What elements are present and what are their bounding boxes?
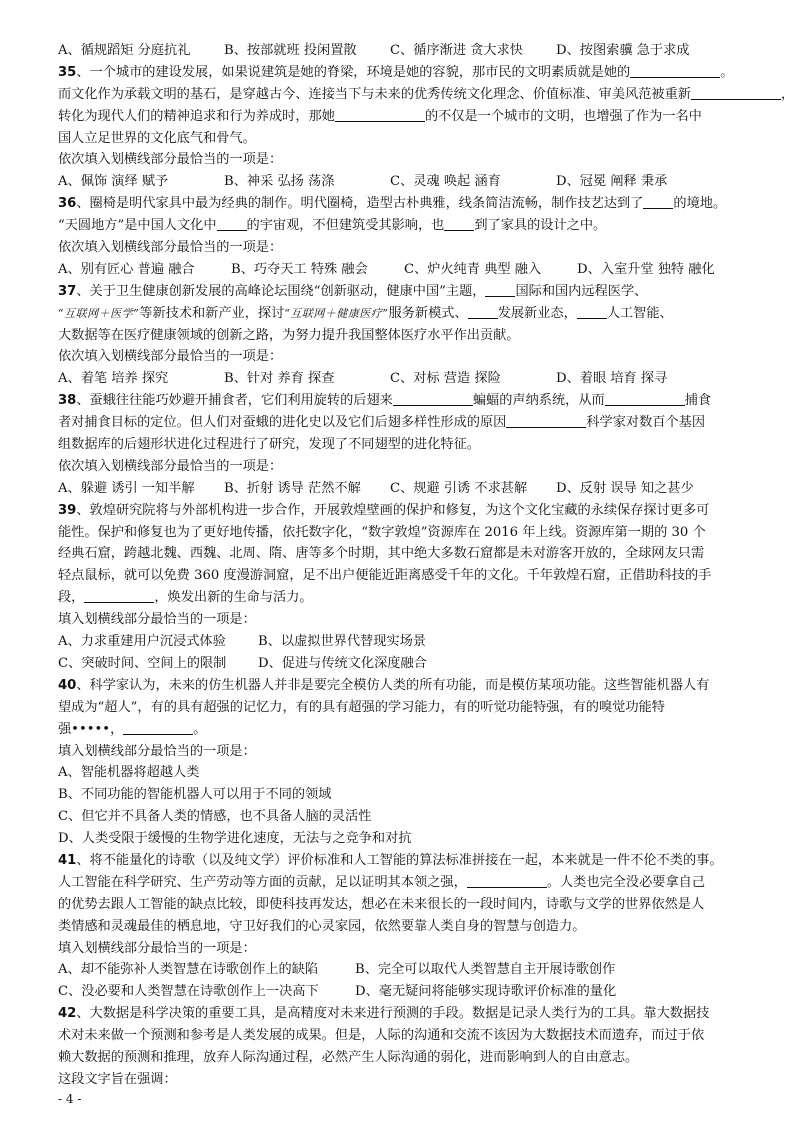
blank <box>335 107 425 122</box>
question-number: 37 <box>58 283 77 299</box>
q37-option-c: C、对标 营造 探险 <box>390 371 501 387</box>
q38-option-d: D、反射 误导 知之甚少 <box>556 480 694 496</box>
q39-line-5: 段， ，焕发出新的生命与活力。 <box>58 590 313 606</box>
q42-prompt: 这段文字旨在强调： <box>58 1071 177 1087</box>
blank <box>577 304 607 319</box>
q38-option-b: B、折射 诱导 茫然不解 <box>224 480 361 496</box>
q34-option-c: C、循序渐进 贪大求快 <box>390 43 523 58</box>
q35-options <box>58 171 748 193</box>
q41-prompt: 填入划横线部分最恰当的一项是： <box>58 940 256 956</box>
q34-option-a: A、循规蹈矩 分庭抗礼 <box>58 43 191 58</box>
blank <box>691 85 781 100</box>
q37-line-2: “互联网＋医学”等新技术和新产业，探讨“互联网＋健康医疗”服务新模式、 发展新业态， 人工智能、 <box>58 305 673 321</box>
q41-line-3: 的优势去跟人工智能的缺点比较，即使科技再发达，想必在未来很长的一段时间内，诗歌与文学的世界依然是人 <box>58 896 705 912</box>
blank <box>630 63 720 78</box>
q41-option-a: A、却不能弥补人类智慧在诗歌创作上的缺陷 <box>58 962 319 978</box>
q39-line-4: 轻点鼠标，就可以免费 360 度漫游洞窟，足不出户便能近距离感受千年的文化。千年敦煌石窟，正借助科技的手 <box>58 568 712 584</box>
q35-line-3: 转化为现代人们的精神追求和行为养成时，那她 的不仅是一个城市的文明，也增强了作为一名中 <box>58 108 702 124</box>
page-number: - 4 - <box>58 1092 82 1106</box>
q36-options <box>58 259 748 281</box>
q37-prompt: 依次填入划横线部分最恰当的一项是： <box>58 349 283 365</box>
q38-option-a: A、躲避 诱引 一知半解 <box>58 480 195 496</box>
q37-line-3: 大数据等在医疗健康领域的创新之路，为努力提升我国整体医疗水平作出贡献。 <box>58 327 520 343</box>
q35-prompt: 依次填入划横线部分最恰当的一项是： <box>58 152 283 168</box>
q41-line-1: 41、将不能量化的诗歌（以及纯文学）评价标准和人工智能的算法标准拼接在一起，本来就是一件不伦不类的事。 <box>58 852 723 868</box>
question-number: 40 <box>58 677 77 693</box>
q34-options <box>58 40 748 62</box>
q42-line-2: 术对未来做一个预测和参考是人类发展的成果。但是，人际的沟通和交流不该因为大数据技术而遗弃，而过于依 <box>58 1028 705 1044</box>
q39-line-2: 能性。保护和修复也为了更好地传播，依托数字化，“数字敦煌”资源库在 2016 年上线。资源库第一期的 30 个 <box>58 524 706 540</box>
q37-option-b: B、针对 养育 探查 <box>224 371 335 387</box>
q40-line-2: 望成为“超人”，有的具有超强的记忆力，有的具有超强的学习能力，有的听觉功能特强，有的嗅觉功能特 <box>58 699 665 715</box>
q41-option-d: D、毫无疑问将能够实现诗歌评价标准的量化 <box>355 984 617 1000</box>
q39-line-1: 39、敦煌研究院将与外部机构进一步合作，开展敦煌壁画的保护和修复，为这个文化宝藏的永续保存探讨更多可 <box>58 502 710 518</box>
blank <box>485 282 515 297</box>
blank <box>643 194 673 209</box>
q41-options-row-1 <box>58 959 748 981</box>
q35-line-1: 35、一个城市的建设发展，如果说建筑是她的脊梁，环境是她的容貌，那市民的文明素质就是她的 。 <box>58 64 734 80</box>
q37-options <box>58 368 748 390</box>
q41-options-row-2 <box>58 981 748 1003</box>
question-number: 36 <box>58 196 77 212</box>
q36-option-d: D、入室升堂 独特 融化 <box>577 261 715 277</box>
blank <box>467 873 547 888</box>
blank <box>123 720 193 735</box>
question-number: 42 <box>58 1006 77 1022</box>
q41-line-2: 人工智能在科学研究、生产劳动等方面的贡献，足以证明其本领之强， 。人类也完全没必要拿自己 <box>58 874 706 890</box>
q41-option-b: B、完全可以取代人类智慧自主开展诗歌创作 <box>355 962 616 978</box>
q34-option-b: B、按部就班 投闲置散 <box>224 43 357 58</box>
q35-line-4: 国人立足世界的文化底气和骨气。 <box>58 130 256 146</box>
exam-page <box>58 40 794 1091</box>
q39-option-a: A、力求重建用户沉浸式体验 <box>58 634 226 650</box>
q35-line-2: 而文化作为承载文明的基石，是穿越古今、连接当下与未来的优秀传统文化理念、价值标准、审美风范被重新 ， <box>58 86 794 102</box>
q37-option-d: D、着眼 培育 探寻 <box>556 371 668 387</box>
question-number: 38 <box>58 393 77 409</box>
blank <box>605 391 685 406</box>
q38-option-c: C、规避 引诱 不求甚解 <box>390 480 528 496</box>
q38-options <box>58 478 748 500</box>
q36-option-a: A、别有匠心 普遍 融合 <box>58 261 195 277</box>
q39-option-d: D、促进与传统文化深度融合 <box>258 655 427 671</box>
q35-option-d: D、冠冕 阐释 秉承 <box>556 174 668 190</box>
q39-options-row-1 <box>58 631 748 653</box>
q39-option-b: B、以虚拟世界代替现实场景 <box>258 634 426 650</box>
q42-line-3: 赖大数据的预测和推理，放弃人际沟通过程，必然产生人际沟通的弱化，进而影响到人的自由意志。 <box>58 1049 639 1065</box>
q35-option-b: B、神采 弘扬 荡涤 <box>224 174 335 190</box>
q39-options-row-2 <box>58 653 748 675</box>
blank <box>84 588 154 603</box>
question-number: 39 <box>58 502 77 518</box>
blank <box>217 216 247 231</box>
q36-option-b: B、巧夺天工 特殊 融会 <box>231 261 368 277</box>
q40-option-d: D、人类受限于缓慢的生物学进化速度，无法与之竞争和对抗 <box>58 831 412 847</box>
blank <box>444 216 474 231</box>
q40-prompt: 填入划横线部分最恰当的一项是： <box>58 743 256 759</box>
question-number: 35 <box>58 64 77 80</box>
q38-line-1: 38、蚕蛾往往能巧妙避开捕食者，它们利用旋转的后翅来 蝙蝠的声纳系统，从而 捕食 <box>58 393 712 409</box>
q40-option-b: B、不同功能的智能机器人可以用于不同的领域 <box>58 787 332 803</box>
q40-option-c: C、但它并不具备人类的情感，也不具备人脑的灵活性 <box>58 809 372 825</box>
q39-prompt: 填入划横线部分最恰当的一项是： <box>58 612 256 628</box>
q36-line-1: 36、圈椅是明代家具中最为经典的制作。明代圈椅，造型古朴典雅，线条简洁流畅，制作技艺达到了 的境地。 <box>58 196 727 212</box>
q36-line-2: “天圆地方”是中国人文化中 的宇宙观，不但建筑受其影响，也 到了家具的设计之中。 <box>58 218 607 234</box>
blank <box>506 413 586 428</box>
q37-option-a: A、着笔 培养 探究 <box>58 371 169 387</box>
blank <box>393 391 473 406</box>
q40-option-a: A、智能机器将超越人类 <box>58 765 200 781</box>
q39-option-c: C、突破时间、空间上的限制 <box>58 655 227 671</box>
q40-line-3: 强•••••， 。 <box>58 721 207 737</box>
q42-line-1: 42、大数据是科学决策的重要工具，是高精度对未来进行预测的手段。数据是记录人类行为的工具。靠大数据技 <box>58 1006 710 1022</box>
blank <box>468 304 498 319</box>
q38-line-2: 者对捕食目标的定位。但人们对蚕蛾的进化史以及它们后翅多样性形成的原因 科学家对数百个基因 <box>58 415 706 431</box>
q35-option-a: A、佩饰 演绎 赋予 <box>58 174 169 190</box>
q41-line-4: 类情感和灵魂最佳的栖息地，守卫好我们的心灵家园，依然要靠人类自身的智慧与创造力。 <box>58 918 586 934</box>
q37-line-1: 37、关于卫生健康创新发展的高峰论坛围绕“创新驱动，健康中国”主题， 国际和国内远程医学、 <box>58 283 648 299</box>
q36-option-c: C、炉火纯青 典型 融入 <box>404 261 542 277</box>
q38-prompt: 依次填入划横线部分最恰当的一项是： <box>58 458 283 474</box>
question-number: 41 <box>58 852 77 868</box>
q34-option-d: D、按图索骥 急于求成 <box>556 43 690 58</box>
q35-option-c: C、灵魂 唤起 涵育 <box>390 174 501 190</box>
q39-line-3: 经典石窟，跨越北魏、西魏、北周、隋、唐等多个时期，其中绝大多数石窟都是未对游客开放的，全球网友只需 <box>58 546 705 562</box>
q38-line-3: 组数据库的后翅形状进化过程进行了研究，发现了不同翅型的进化特征。 <box>58 437 480 453</box>
q41-option-c: C、没必要和人类智慧在诗歌创作上一决高下 <box>58 984 319 1000</box>
q40-line-1: 40、科学家认为，未来的仿生机器人并非是要完全模仿人类的所有功能，而是模仿某项功能。这些智能机器人有 <box>58 677 710 693</box>
q36-prompt: 依次填入划横线部分最恰当的一项是： <box>58 240 283 256</box>
